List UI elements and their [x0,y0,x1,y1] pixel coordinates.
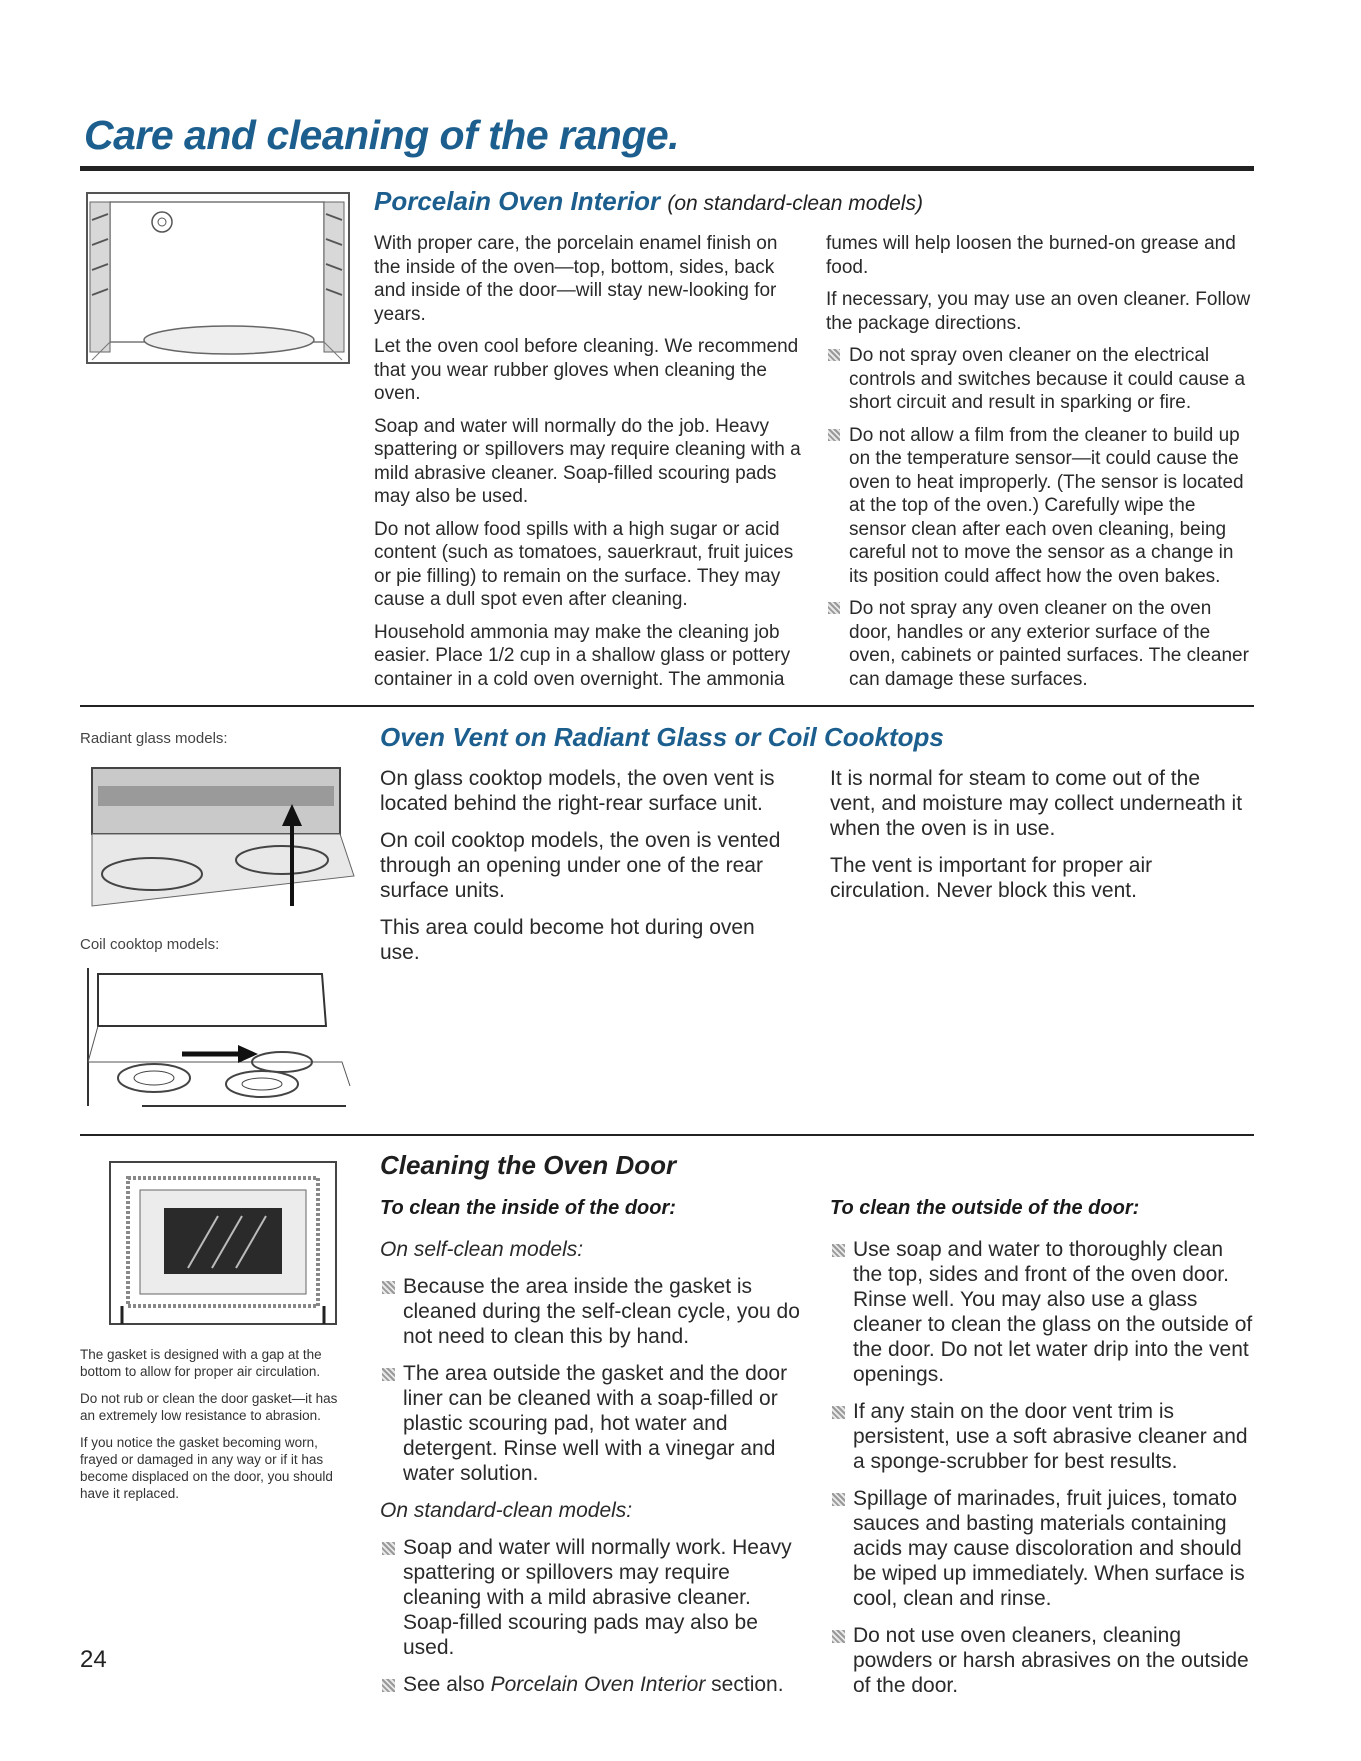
see-also-reference: Porcelain Oven Interior [490,1673,706,1696]
bullet-item [380,1535,800,1660]
door-inside-column [380,1196,800,1709]
note: Do not rub or clean the door gasket—it has an extremely low resistance to abrasion. [80,1391,338,1423]
page-title: Care and cleaning of the range. [84,112,680,158]
bullet-text: Do not use oven cleaners, cleaning powders or harsh abrasives on the outside of the door. [853,1624,1249,1697]
bullet-item [830,1623,1255,1698]
bullet-square-icon [382,1542,395,1555]
note: If you notice the gasket becoming worn, frayed or damaged in any way or if it has become displaced on the door, you should have it replaced. [80,1435,333,1501]
title-rule [80,166,1254,171]
coil-cooktop-illustration [82,966,350,1110]
see-also-prefix: See also [403,1673,491,1696]
bullet-square-icon [382,1281,395,1294]
bullet-square-icon [832,1493,845,1506]
bullet-item [826,597,1252,691]
paragraph: On coil cooktop models, the oven is vented through an opening under one of the rear surface units. [380,829,781,902]
bullet-square-icon [828,602,840,614]
coil-caption: Coil cooktop models: [80,936,220,953]
bullet-text: The area outside the gasket and the door liner can be cleaned with a soap-filled or plastic scouring pad, hot water and detergent. Rinse well with a vinegar and water solution. [403,1362,788,1485]
bullet-square-icon [382,1679,395,1692]
bullet-item [380,1361,800,1486]
bullet-text: Do not spray any oven cleaner on the oven door, handles or any exterior surface of the oven, cabinets or painted surfaces. The cleaner can damage these surfaces. [849,598,1249,690]
paragraph: With proper care, the porcelain enamel finish on the inside of the oven—top, bottom, sides, back and inside of the door—will stay new-looking for years. [374,233,778,325]
paragraph: If necessary, you may use an oven cleaner. Follow the package directions. [826,289,1251,334]
paragraph: Do not allow food spills with a high sugar or acid content (such as tomatoes, sauerkraut, fruit juices or pie filling) to remain on the surface. They may cause a dull spot even after cleaning. [374,518,794,610]
bullet-square-icon [382,1368,395,1381]
porcelain-left-column [374,232,806,700]
radiant-cooktop-illustration [92,756,354,906]
bullet-item [830,1486,1255,1611]
section-rule [80,705,1254,707]
oven-door-illustration [108,1160,338,1326]
section-rule [80,1134,1254,1136]
vent-left-column [380,766,790,977]
outside-heading: To clean the outside of the door: [830,1197,1140,1219]
paragraph: Soap and water will normally do the job. Heavy spattering or spillovers may require cleaning with a mild abrasive cleaner. Soap-filled scouring pads may also be used. [374,415,801,507]
bullet-text: Soap and water will normally work. Heavy spattering or spillovers may require cleaning with a mild abrasive cleaner. Soap-filled scouring pads may also be used. [403,1536,792,1659]
bullet-square-icon [832,1406,845,1419]
porcelain-title [374,186,923,217]
bullet-item [380,1274,800,1349]
radiant-caption: Radiant glass models: [80,730,228,747]
bullet-square-icon [828,429,840,441]
paragraph: fumes will help loosen the burned-on grease and food. [826,233,1236,278]
door-outside-column [830,1196,1255,1710]
bullet-text: Do not allow a film from the cleaner to build up on the temperature sensor—it could cause the oven to heat improperly. (The sensor is located at the top of the oven.) Carefully wipe the sensor clean after each oven cleaning, being careful not to move the sensor as a change in its position could affect how the oven bakes. [849,424,1244,587]
bullet-square-icon [828,349,840,361]
paragraph: The vent is important for proper air circulation. Never block this vent. [830,854,1153,902]
door-title: Cleaning the Oven Door [380,1150,677,1180]
bullet-item [826,424,1252,589]
bullet-text: If any stain on the door vent trim is persistent, use a soft abrasive cleaner and a sponge-scrubber for best results. [853,1400,1248,1473]
see-also-suffix: section. [705,1673,784,1696]
gasket-notes [80,1346,350,1512]
bullet-text: Spillage of marinades, fruit juices, tomato sauces and basting materials containing acids may cause discoloration and should be wiped up immediately. When surface is cool, clean and rinse. [853,1487,1245,1610]
porcelain-title-text: Porcelain Oven Interior [374,186,661,216]
paragraph: Household ammonia may make the cleaning job easier. Place 1/2 cup in a shallow glass or pottery container in a cold oven overnight. The ammonia [374,621,791,690]
bullet-item [380,1672,800,1697]
bullet-text: Because the area inside the gasket is cleaned during the self-clean cycle, you do not need to clean this by hand. [403,1275,800,1348]
paragraph: This area could become hot during oven use. [380,916,755,964]
standard-clean-label: On standard-clean models: [380,1499,633,1522]
vent-right-column [830,766,1250,915]
paragraph: Let the oven cool before cleaning. We recommend that you wear rubber gloves when cleaning the oven. [374,336,799,404]
porcelain-right-column [826,232,1252,700]
porcelain-subtitle: (on standard-clean models) [667,192,923,215]
note: The gasket is designed with a gap at the bottom to allow for proper air circulation. [80,1347,322,1379]
paragraph: On glass cooktop models, the oven vent is located behind the right-rear surface unit. [380,767,775,815]
inside-heading: To clean the inside of the door: [380,1197,676,1219]
bullet-item [830,1399,1255,1474]
oven-interior-illustration [84,190,352,368]
bullet-item [826,344,1252,415]
bullet-square-icon [832,1630,845,1643]
page-number: 24 [80,1646,107,1673]
vent-title: Oven Vent on Radiant Glass or Coil Cooktops [380,722,944,752]
paragraph: It is normal for steam to come out of the vent, and moisture may collect underneath it when the oven is in use. [830,767,1243,840]
bullet-item [830,1237,1255,1387]
bullet-square-icon [832,1244,845,1257]
bullet-text: Do not spray oven cleaner on the electrical controls and switches because it could cause a short circuit and result in sparking or fire. [849,345,1246,413]
self-clean-label: On self-clean models: [380,1238,584,1261]
bullet-text: Use soap and water to thoroughly clean the top, sides and front of the oven door. Rinse well. You may also use a glass cleaner to clean the glass on the outside of the door. Do not let water drip into the vent openings. [853,1238,1253,1386]
